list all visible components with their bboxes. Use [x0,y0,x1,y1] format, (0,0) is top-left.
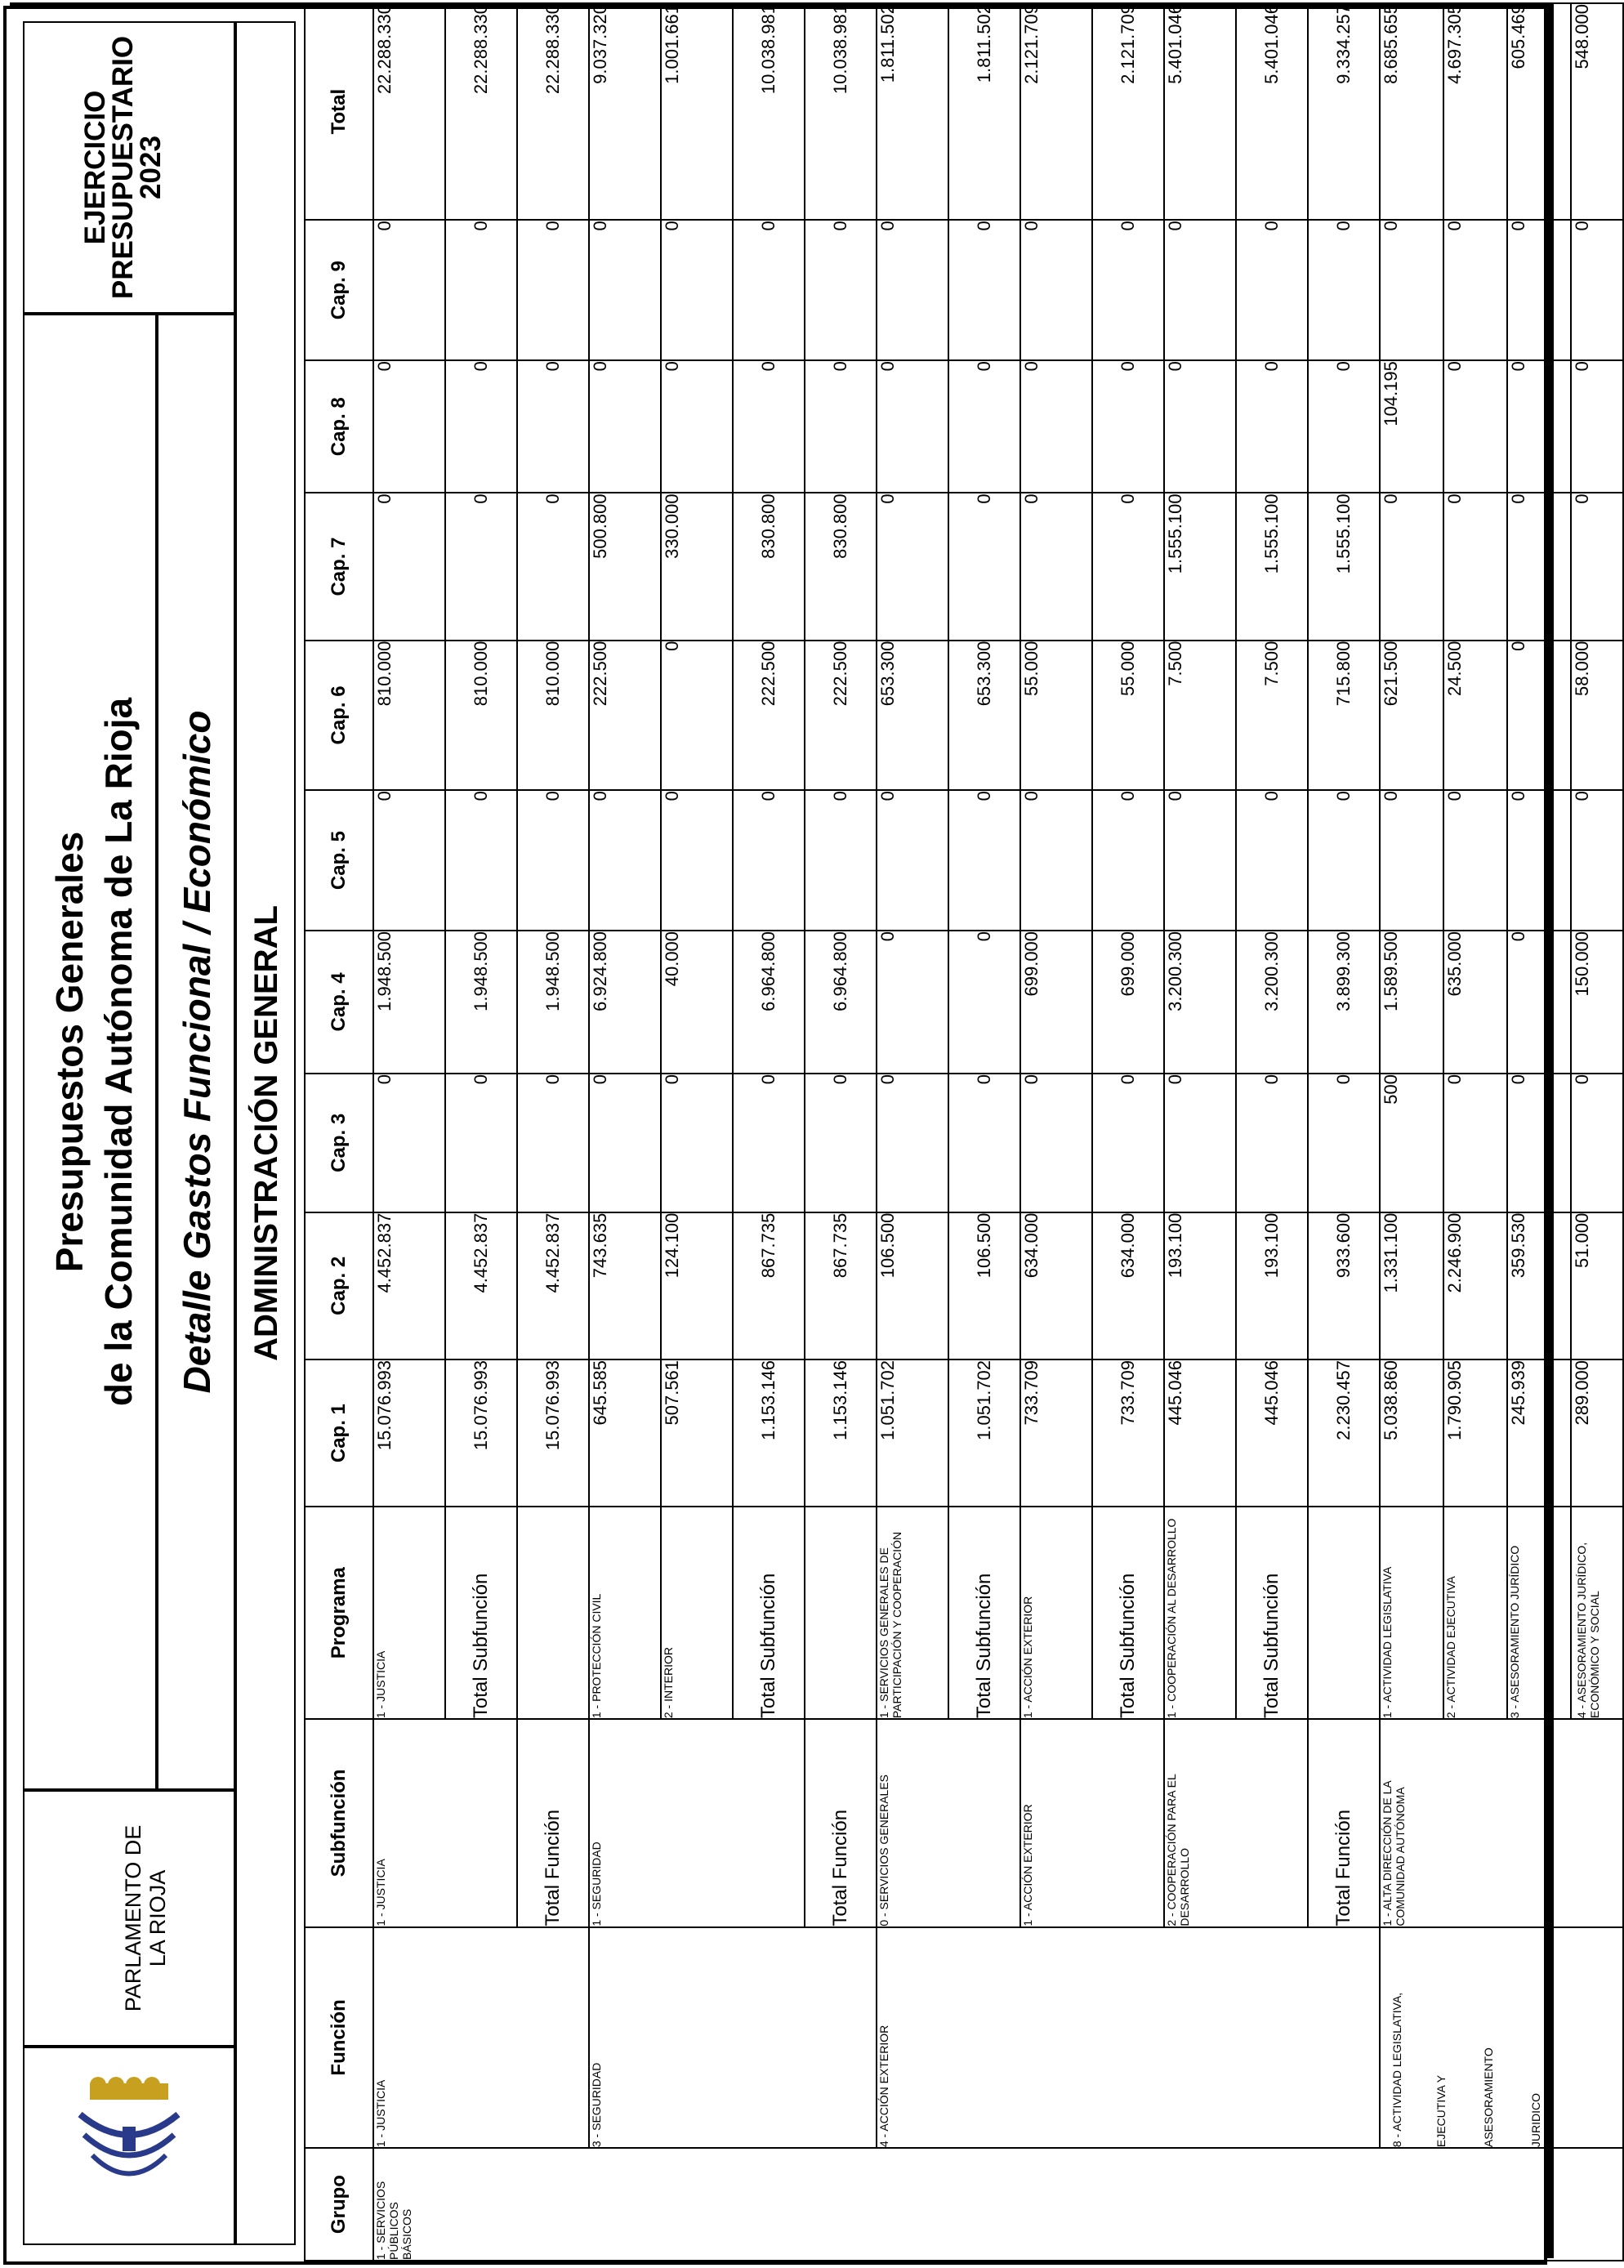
value-cap2: 106.500 [948,1212,1020,1359]
value-cap5: 0 [1308,790,1380,931]
value-cap9: 0 [589,220,661,360]
col-cap8: Cap. 8 [305,360,373,493]
value-cap3: 0 [373,1074,445,1212]
empty-cell [517,1507,589,1719]
value-cap3: 0 [1308,1074,1380,1212]
value-cap1: 1.051.702 [948,1359,1020,1507]
subfuncion-cell: 1 - ACCIÓN EXTERIOR [1020,1719,1164,1927]
subfuncion-cell: 1 - ALTA DIRECCIÓN DE LA COMUNIDAD AUTÓNOMA [1380,1719,1623,1927]
value-cap7: 830.800 [733,493,805,640]
value-cap6: 7.500 [1236,641,1308,790]
value-cap5: 0 [1507,790,1571,931]
logo-box [23,2047,235,2245]
value-cap5: 0 [1236,790,1308,931]
title-box [23,314,157,1790]
value-cap2: 1.331.100 [1380,1212,1443,1359]
value-cap7: 330.000 [661,493,733,640]
value-cap6: 715.800 [1308,641,1380,790]
table-row [1380,3,1443,2261]
value-cap6: 222.500 [805,641,877,790]
table-row [373,3,445,2261]
value-cap5: 0 [1092,790,1164,931]
section-title: ADMINISTRACIÓN GENERAL [248,905,284,1361]
value-cap3: 0 [1092,1074,1164,1212]
subtitle-box [157,314,235,1790]
value-cap7: 0 [1443,493,1507,640]
empty-cell [1308,1507,1380,1719]
value-cap7: 1.555.100 [1236,493,1308,640]
title-line1: Presupuestos Generales [48,831,91,1273]
col-subfuncion: Subfunción [305,1719,373,1927]
value-cap2: 634.000 [1020,1212,1092,1359]
value-cap5: 0 [1571,790,1623,931]
value-cap1: 15.076.993 [373,1359,445,1507]
value-cap7: 0 [1092,493,1164,640]
exercise-line2: PRESUPUESTARIO [107,35,139,300]
institution-line2: LA RIOJA [145,1869,170,1967]
table-row [1020,3,1092,2261]
title-line2: de la Comunidad Autónoma de La Rioja [97,697,140,1407]
value-cap2: 4.452.837 [373,1212,445,1359]
value-cap4: 150.000 [1571,931,1623,1074]
value-cap4: 6.924.800 [589,931,661,1074]
value-cap7: 0 [1507,493,1571,640]
value-cap8: 0 [1507,360,1571,493]
value-cap2: 4.452.837 [517,1212,589,1359]
value-cap3: 0 [517,1074,589,1212]
value-cap2: 2.246.900 [1443,1212,1507,1359]
value-total: 4.697.305 [1443,3,1507,220]
value-cap5: 0 [1380,790,1443,931]
value-total: 10.038.981 [733,3,805,220]
value-cap4: 0 [877,931,948,1074]
value-total: 9.037.320 [589,3,661,220]
value-cap6: 222.500 [733,641,805,790]
value-cap1: 289.000 [1571,1359,1623,1507]
value-cap9: 0 [1164,220,1236,360]
value-cap6: 0 [1507,641,1571,790]
total-funcion-label: Total Función [1308,1719,1380,1927]
value-cap6: 621.500 [1380,641,1443,790]
value-cap3: 0 [589,1074,661,1212]
value-total: 5.401.046 [1236,3,1308,220]
section-band [235,21,296,2245]
value-cap4: 3.200.300 [1236,931,1308,1074]
value-cap7: 0 [1020,493,1092,640]
funcion-line: EJECUTIVA Y [1434,2074,1448,2148]
value-cap7: 0 [1571,493,1623,640]
funcion-cell [1380,1927,1623,2148]
header-row [305,3,373,2261]
value-cap3: 0 [1443,1074,1507,1212]
value-cap5: 0 [1164,790,1236,931]
table-row [517,3,589,2261]
value-total: 8.685.655 [1380,3,1443,220]
programa-cell: 1 - JUSTICIA [373,1507,445,1719]
value-total: 1.811.502 [948,3,1020,220]
value-cap8: 0 [1308,360,1380,493]
value-cap8: 0 [373,360,445,493]
value-cap9: 0 [1380,220,1443,360]
value-cap5: 0 [589,790,661,931]
value-cap6: 653.300 [877,641,948,790]
value-cap5: 0 [733,790,805,931]
table-row [805,3,877,2261]
value-cap1: 1.790.905 [1443,1359,1507,1507]
total-subfuncion-label: Total Subfunción [1092,1507,1164,1719]
value-total: 1.811.502 [877,3,948,220]
value-cap3: 0 [1507,1074,1571,1212]
value-cap3: 0 [877,1074,948,1212]
value-cap9: 0 [733,220,805,360]
total-funcion-label: Total Función [517,1719,589,1927]
value-cap4: 1.948.500 [373,931,445,1074]
funcion-line: 8 - ACTIVIDAD LEGISLATIVA, [1390,1992,1403,2148]
programa-cell: 2 - INTERIOR [661,1507,733,1719]
value-cap1: 5.038.860 [1380,1359,1443,1507]
value-cap2: 359.530 [1507,1212,1571,1359]
total-subfuncion-label: Total Subfunción [445,1507,517,1719]
subfuncion-cell: 1 - JUSTICIA [373,1719,517,1927]
value-cap7: 0 [373,493,445,640]
value-cap9: 0 [661,220,733,360]
value-total: 2.121.709 [1092,3,1164,220]
value-cap9: 0 [1236,220,1308,360]
value-cap1: 507.561 [661,1359,733,1507]
value-cap5: 0 [948,790,1020,931]
value-cap2: 743.635 [589,1212,661,1359]
value-cap3: 0 [1236,1074,1308,1212]
institution-name [121,1792,170,2045]
col-cap5: Cap. 5 [305,790,373,931]
value-total: 1.001.661 [661,3,733,220]
value-cap1: 445.046 [1164,1359,1236,1507]
institution-line1: PARLAMENTO DE [121,1824,145,2012]
total-funcion-label: Total Función [805,1719,877,1927]
value-cap5: 0 [373,790,445,931]
value-cap8: 0 [445,360,517,493]
funcion-cell: 3 - SEGURIDAD [589,1927,877,2148]
value-cap9: 0 [948,220,1020,360]
grupo-cell: 1 - SERVICIOS PÚBLICOS BÁSICOS [373,2148,1623,2261]
value-cap2: 193.100 [1236,1212,1308,1359]
exercise-line1: EJERCICIO [79,90,111,245]
value-cap9: 0 [1571,220,1623,360]
value-cap2: 867.735 [733,1212,805,1359]
funcion-cell: 4 - ACCIÓN EXTERIOR [877,1927,1380,2148]
value-cap1: 1.153.146 [733,1359,805,1507]
table-row [1308,3,1380,2261]
funcion-cell: 1 - JUSTICIA [373,1927,589,2148]
value-cap9: 0 [445,220,517,360]
value-cap8: 0 [589,360,661,493]
value-cap8: 0 [1020,360,1092,493]
value-cap6: 222.500 [589,641,661,790]
table-row [589,3,661,2261]
value-cap4: 6.964.800 [733,931,805,1074]
value-cap5: 0 [877,790,948,931]
programa-cell: 4 - ASESORAMIENTO JURÍDICO, ECONÓMICO Y SOCIAL [1571,1507,1623,1719]
programa-cell: 1 - PROTECCIÓN CIVIL [589,1507,661,1719]
value-cap3: 0 [805,1074,877,1212]
value-cap9: 0 [1308,220,1380,360]
col-cap3: Cap. 3 [305,1074,373,1212]
budget-table [304,2,1624,2261]
value-cap6: 7.500 [1164,641,1236,790]
value-cap4: 3.200.300 [1164,931,1236,1074]
value-total: 2.121.709 [1020,3,1092,220]
total-subfuncion-label: Total Subfunción [948,1507,1020,1719]
value-cap1: 2.230.457 [1308,1359,1380,1507]
value-cap4: 6.964.800 [805,931,877,1074]
col-total: Total [305,3,373,220]
value-total: 22.288.330 [517,3,589,220]
value-cap9: 0 [1092,220,1164,360]
col-cap1: Cap. 1 [305,1359,373,1507]
exercise-box [23,21,235,314]
value-cap7: 1.555.100 [1308,493,1380,640]
value-cap1: 1.051.702 [877,1359,948,1507]
institution-box [23,1790,235,2047]
value-cap1: 733.709 [1092,1359,1164,1507]
table-row [877,3,948,2261]
value-cap9: 0 [1443,220,1507,360]
value-cap8: 0 [661,360,733,493]
value-cap4: 699.000 [1020,931,1092,1074]
value-cap2: 867.735 [805,1212,877,1359]
value-cap2: 106.500 [877,1212,948,1359]
value-cap6: 810.000 [445,641,517,790]
value-cap3: 0 [1020,1074,1092,1212]
value-cap8: 0 [948,360,1020,493]
exercise-year: 2023 [135,136,167,199]
value-cap8: 0 [1236,360,1308,493]
value-cap6: 24.500 [1443,641,1507,790]
value-cap4: 635.000 [1443,931,1507,1074]
value-cap3: 0 [661,1074,733,1212]
value-total: 10.038.981 [805,3,877,220]
funcion-line: ASESORAMIENTO [1482,2047,1495,2148]
value-cap8: 0 [1092,360,1164,493]
programa-cell: 3 - ASESORAMIENTO JURÍDICO [1507,1507,1571,1719]
value-cap1: 15.076.993 [517,1359,589,1507]
value-cap6: 55.000 [1020,641,1092,790]
value-cap4: 40.000 [661,931,733,1074]
value-total: 22.288.330 [373,3,445,220]
value-cap8: 0 [1443,360,1507,493]
value-cap5: 0 [517,790,589,931]
value-total: 548.000 [1571,3,1623,220]
subfuncion-cell: 1 - SEGURIDAD [589,1719,805,1927]
programa-cell: 1 - SERVICIOS GENERALES DE PARTICIPACIÓN Y COOPERACIÓN [877,1507,948,1719]
value-cap2: 124.100 [661,1212,733,1359]
value-cap6: 810.000 [517,641,589,790]
value-cap7: 0 [517,493,589,640]
value-cap6: 58.000 [1571,641,1623,790]
value-cap6: 55.000 [1092,641,1164,790]
value-cap4: 1.589.500 [1380,931,1443,1074]
value-cap7: 0 [877,493,948,640]
value-cap5: 0 [1443,790,1507,931]
value-cap9: 0 [517,220,589,360]
value-cap3: 0 [1571,1074,1623,1212]
value-cap7: 0 [948,493,1020,640]
value-cap8: 0 [1571,360,1623,493]
col-programa: Programa [305,1507,373,1719]
value-cap3: 0 [948,1074,1020,1212]
value-total: 22.288.330 [445,3,517,220]
value-cap8: 104.195 [1380,360,1443,493]
programa-cell: 1 - ACCIÓN EXTERIOR [1020,1507,1092,1719]
funcion-line: JURIDICO [1529,2093,1542,2148]
value-cap1: 733.709 [1020,1359,1092,1507]
value-cap7: 500.800 [589,493,661,640]
value-cap2: 634.000 [1092,1212,1164,1359]
value-total: 605.469 [1507,3,1571,220]
table-row [1164,3,1236,2261]
value-cap1: 445.046 [1236,1359,1308,1507]
col-grupo: Grupo [305,2148,373,2261]
value-total: 5.401.046 [1164,3,1236,220]
value-cap3: 0 [1164,1074,1236,1212]
value-cap9: 0 [805,220,877,360]
col-cap4: Cap. 4 [305,931,373,1074]
empty-cell [805,1507,877,1719]
value-cap9: 0 [1020,220,1092,360]
value-cap7: 0 [1380,493,1443,640]
value-cap2: 193.100 [1164,1212,1236,1359]
value-cap7: 1.555.100 [1164,493,1236,640]
value-cap8: 0 [733,360,805,493]
value-cap8: 0 [517,360,589,493]
value-cap8: 0 [877,360,948,493]
value-cap4: 3.899.300 [1308,931,1380,1074]
col-cap2: Cap. 2 [305,1212,373,1359]
value-cap7: 830.800 [805,493,877,640]
value-cap3: 500 [1380,1074,1443,1212]
value-cap2: 51.000 [1571,1212,1623,1359]
value-cap9: 0 [1507,220,1571,360]
value-cap1: 1.153.146 [805,1359,877,1507]
value-cap6: 653.300 [948,641,1020,790]
value-cap7: 0 [445,493,517,640]
value-cap9: 0 [373,220,445,360]
value-cap4: 1.948.500 [445,931,517,1074]
col-funcion: Función [305,1927,373,2148]
value-cap2: 4.452.837 [445,1212,517,1359]
value-cap3: 0 [445,1074,517,1212]
value-cap5: 0 [661,790,733,931]
value-cap3: 0 [733,1074,805,1212]
value-cap5: 0 [805,790,877,931]
subfuncion-cell: 2 - COOPERACIÓN PARA EL DESARROLLO [1164,1719,1308,1927]
total-subfuncion-label: Total Subfunción [733,1507,805,1719]
value-cap4: 0 [1507,931,1571,1074]
value-cap8: 0 [1164,360,1236,493]
col-cap9: Cap. 9 [305,220,373,360]
col-cap6: Cap. 6 [305,641,373,790]
programa-cell: 1 - ACTIVIDAD LEGISLATIVA [1380,1507,1443,1719]
parliament-logo-icon [41,2064,216,2227]
subfuncion-cell: 0 - SERVICIOS GENERALES [877,1719,1020,1927]
subtitle: Detalle Gastos Funcional / Económico [176,710,218,1394]
value-cap5: 0 [1020,790,1092,931]
value-cap1: 645.585 [589,1359,661,1507]
col-cap7: Cap. 7 [305,493,373,640]
value-cap6: 0 [661,641,733,790]
value-cap6: 810.000 [373,641,445,790]
exercise-label [79,23,167,312]
value-cap9: 0 [877,220,948,360]
value-cap1: 245.939 [1507,1359,1571,1507]
value-cap2: 933.600 [1308,1212,1380,1359]
programa-cell: 2 - ACTIVIDAD EJECUTIVA [1443,1507,1507,1719]
value-cap8: 0 [805,360,877,493]
value-cap4: 699.000 [1092,931,1164,1074]
value-cap1: 15.076.993 [445,1359,517,1507]
programa-cell: 1 - COOPERACIÓN AL DESARROLLO [1164,1507,1236,1719]
value-cap4: 1.948.500 [517,931,589,1074]
total-subfuncion-label: Total Subfunción [1236,1507,1308,1719]
value-cap5: 0 [445,790,517,931]
value-cap4: 0 [948,931,1020,1074]
value-total: 9.334.257 [1308,3,1380,220]
